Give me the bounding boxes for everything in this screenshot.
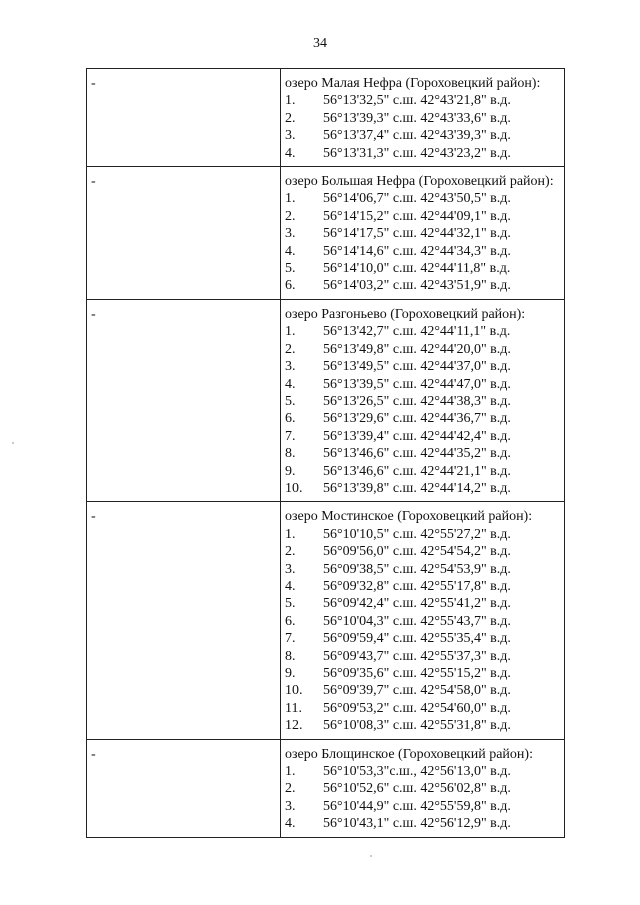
coordinate-line	[285, 630, 560, 647]
point-number: 12.	[285, 718, 303, 734]
coordinate-value: 56°10'43,1" с.ш. 42°56'12,9" в.д.	[323, 816, 511, 832]
coordinate-value: 56°13'37,4" с.ш. 42°43'39,3" в.д.	[323, 128, 511, 144]
coordinate-value: 56°09'39,7" с.ш. 42°54'58,0" в.д.	[323, 683, 511, 699]
point-number: 8.	[285, 648, 296, 664]
point-number: 2.	[285, 544, 296, 560]
coordinate-value: 56°13'39,8" с.ш. 42°44'14,2" в.д.	[323, 480, 511, 496]
coordinate-value: 56°14'15,2" с.ш. 42°44'09,1" в.д.	[323, 208, 511, 224]
point-number: 1.	[285, 93, 296, 109]
point-number: 2.	[285, 781, 296, 797]
lakes-coordinates-table	[86, 68, 565, 838]
coordinate-value: 56°14'17,5" с.ш. 42°44'32,1" в.д.	[323, 226, 511, 242]
point-number: 2.	[285, 208, 296, 224]
table-body	[87, 69, 565, 838]
coordinate-line	[285, 260, 560, 277]
row-marker-cell	[87, 69, 281, 167]
coordinate-line	[285, 561, 560, 578]
point-number: 2.	[285, 110, 296, 126]
coordinate-value: 56°10'08,3" с.ш. 42°55'31,8" в.д.	[323, 718, 511, 734]
coordinate-value: 56°13'49,8" с.ш. 42°44'20,0" в.д.	[323, 341, 511, 357]
coordinate-line	[285, 428, 560, 445]
coordinate-line	[285, 393, 560, 410]
coordinate-line	[285, 578, 560, 595]
lake-info-cell	[281, 167, 565, 300]
coordinate-value: 56°10'04,3" с.ш. 42°55'43,7" в.д.	[323, 613, 511, 629]
point-number: 2.	[285, 341, 296, 357]
coordinate-line	[285, 243, 560, 260]
coordinate-value: 56°14'14,6" с.ш. 42°44'34,3" в.д.	[323, 243, 511, 259]
lake-info-cell	[281, 502, 565, 739]
coordinate-line	[285, 463, 560, 480]
lake-title: озеро Большая Нефра (Гороховецкий район):	[285, 174, 554, 190]
point-number: 1.	[285, 764, 296, 780]
point-number: 9.	[285, 666, 296, 681]
coordinate-value: 56°10'53,3"с.ш., 42°56'13,0" в.д.	[323, 764, 511, 780]
coordinate-line	[285, 277, 560, 294]
coordinate-line	[285, 613, 560, 630]
coordinate-line	[285, 665, 560, 682]
coordinate-line	[285, 225, 560, 242]
row-marker-cell	[87, 299, 281, 501]
table-row	[87, 739, 565, 837]
row-marker: -	[91, 509, 96, 525]
point-number: 3.	[285, 359, 296, 375]
point-number: 6.	[285, 278, 296, 294]
coordinate-value: 56°09'35,6" с.ш. 42°55'15,2" в.д.	[323, 666, 511, 681]
coordinate-value: 56°13'39,5" с.ш. 42°44'47,0" в.д.	[323, 376, 511, 392]
point-number: 4.	[285, 376, 296, 392]
coordinate-value: 56°09'56,0" с.ш. 42°54'54,2" в.д.	[323, 544, 511, 560]
coordinate-value: 56°13'46,6" с.ш. 42°44'21,1" в.д.	[323, 463, 511, 479]
coordinate-line	[285, 682, 560, 699]
row-marker: -	[91, 174, 96, 190]
point-number: 11.	[285, 700, 302, 716]
page-number: 34	[313, 36, 327, 51]
table-row	[87, 502, 565, 739]
point-number: 5.	[285, 596, 296, 612]
point-number: 4.	[285, 243, 296, 259]
coordinate-line	[285, 92, 560, 109]
point-number: 3.	[285, 128, 296, 144]
lake-title: озеро Блощинское (Гороховецкий район):	[285, 746, 533, 762]
table-row	[87, 299, 565, 501]
point-number: 1.	[285, 324, 296, 340]
row-marker: -	[91, 746, 96, 762]
coordinate-value: 56°10'52,6" с.ш. 42°56'02,8" в.д.	[323, 781, 511, 797]
lake-info-cell	[281, 69, 565, 167]
row-marker: -	[91, 306, 96, 322]
coordinate-value: 56°09'38,5" с.ш. 42°54'53,9" в.д.	[323, 561, 511, 577]
point-number: 3.	[285, 226, 296, 242]
coordinate-line	[285, 648, 560, 665]
coordinate-value: 56°14'03,2" с.ш. 42°43'51,9" в.д.	[323, 278, 511, 294]
coordinate-value: 56°10'10,5" с.ш. 42°55'27,2" в.д.	[323, 526, 511, 542]
point-number: 1.	[285, 191, 296, 207]
lake-info-cell	[281, 739, 565, 837]
coordinate-line	[285, 410, 560, 427]
coordinate-value: 56°09'59,4" с.ш. 42°55'35,4" в.д.	[323, 631, 511, 647]
coordinate-line	[285, 127, 560, 144]
point-number: 10.	[285, 683, 303, 699]
point-number: 9.	[285, 463, 296, 479]
coordinate-line	[285, 595, 560, 612]
coordinate-line	[285, 526, 560, 543]
table-row	[87, 167, 565, 300]
coordinate-line	[285, 700, 560, 717]
coordinate-value: 56°13'39,4" с.ш. 42°44'42,4" в.д.	[323, 428, 511, 444]
point-number: 7.	[285, 631, 296, 647]
point-number: 7.	[285, 428, 296, 444]
coordinate-value: 56°13'39,3" с.ш. 42°43'33,6" в.д.	[323, 110, 511, 126]
coordinate-line	[285, 445, 560, 462]
coordinate-value: 56°09'43,7" с.ш. 42°55'37,3" в.д.	[323, 648, 511, 664]
lake-title: озеро Малая Нефра (Гороховецкий район):	[285, 76, 541, 91]
coordinate-line	[285, 543, 560, 560]
coordinate-line	[285, 763, 560, 780]
coordinate-value: 56°09'32,8" с.ш. 42°55'17,8" в.д.	[323, 578, 511, 594]
coordinate-value: 56°13'29,6" с.ш. 42°44'36,7" в.д.	[323, 411, 511, 427]
coordinate-value: 56°13'31,3" с.ш. 42°43'23,2" в.д.	[323, 145, 511, 161]
coordinate-value: 56°09'53,2" с.ш. 42°54'60,0" в.д.	[323, 700, 511, 716]
coordinate-line	[285, 815, 560, 832]
point-number: 4.	[285, 145, 296, 161]
coordinate-value: 56°13'32,5" с.ш. 42°43'21,8" в.д.	[323, 93, 511, 109]
coordinate-value: 56°14'06,7" с.ш. 42°43'50,5" в.д.	[323, 191, 511, 207]
coordinate-value: 56°09'42,4" с.ш. 42°55'41,2" в.д.	[323, 596, 511, 612]
point-number: 1.	[285, 526, 296, 542]
coordinate-line	[285, 780, 560, 797]
point-number: 6.	[285, 411, 296, 427]
scan-speck	[370, 855, 372, 857]
point-number: 5.	[285, 261, 296, 277]
coordinate-line	[285, 145, 560, 162]
lake-info-cell	[281, 299, 565, 501]
point-number: 10.	[285, 480, 303, 496]
coordinate-value: 56°13'42,7" с.ш. 42°44'11,1" в.д.	[323, 324, 511, 340]
point-number: 8.	[285, 446, 296, 462]
coordinate-value: 56°13'26,5" с.ш. 42°44'38,3" в.д.	[323, 393, 511, 409]
coordinate-value: 56°13'49,5" с.ш. 42°44'37,0" в.д.	[323, 359, 511, 375]
point-number: 3.	[285, 798, 296, 814]
coordinate-line	[285, 798, 560, 815]
point-number: 4.	[285, 578, 296, 594]
coordinate-line	[285, 190, 560, 207]
coordinate-line	[285, 110, 560, 127]
coordinate-line	[285, 323, 560, 340]
row-marker: -	[91, 76, 96, 91]
coordinate-line	[285, 208, 560, 225]
coordinate-line	[285, 358, 560, 375]
lake-title: озеро Мостинское (Гороховецкий район):	[285, 509, 533, 525]
coordinate-line	[285, 480, 560, 497]
coordinate-value: 56°14'10,0" с.ш. 42°44'11,8" в.д.	[323, 261, 511, 277]
point-number: 3.	[285, 561, 296, 577]
row-marker-cell	[87, 739, 281, 837]
scan-speck	[12, 442, 14, 444]
point-number: 4.	[285, 816, 296, 832]
coordinate-line	[285, 341, 560, 358]
coordinate-line	[285, 376, 560, 393]
coordinate-line	[285, 717, 560, 734]
coordinate-value: 56°10'44,9" с.ш. 42°55'59,8" в.д.	[323, 798, 511, 814]
point-number: 5.	[285, 393, 296, 409]
table-row	[87, 69, 565, 167]
row-marker-cell	[87, 167, 281, 300]
point-number: 6.	[285, 613, 296, 629]
lake-title: озеро Разгоньево (Гороховецкий район):	[285, 306, 526, 322]
coordinate-value: 56°13'46,6" с.ш. 42°44'35,2" в.д.	[323, 446, 511, 462]
row-marker-cell	[87, 502, 281, 739]
